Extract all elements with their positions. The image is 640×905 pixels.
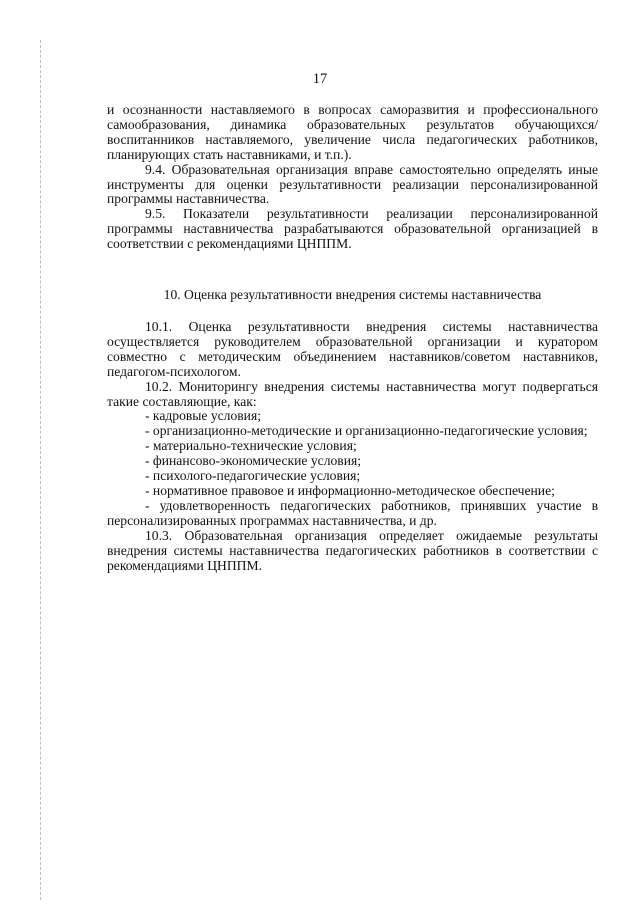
list-item: - материально-технические условия;	[145, 438, 357, 454]
list-item: - нормативное правовое и информационно-методическое обеспечение;	[145, 482, 555, 498]
paragraph-10-2: 10.2. Мониторингу внедрения системы наставничества могут подвергаться такие составляющие, как:	[107, 378, 598, 409]
paragraph-continuation: и осознанности наставляемого в вопросах саморазвития и профессионального самообразования, динамика образовательных результатов обучающихся/воспитанников наставляемого, увеличение числа педагогических работников, планирующих стать наставниками, и т.п.).	[107, 102, 598, 162]
paragraph-9-4: 9.4. Образовательная организация вправе самостоятельно определять иные инструменты для оценки результативности реализации персонализированной программы наставничества.	[107, 161, 598, 207]
list-item: - организационно-методические и организационно-педагогические условия;	[145, 423, 588, 439]
list-item: - кадровые условия;	[145, 408, 261, 424]
page-number: 17	[312, 71, 328, 87]
section-10-text	[107, 320, 598, 573]
list-item: - финансово-экономические условия;	[145, 453, 361, 469]
paragraph-10-3: 10.3. Образовательная организация определяет ожидаемые результаты внедрения системы наставничества педагогических работников в соответствии с рекомендациями ЦНППМ.	[107, 527, 598, 573]
list-item: - психолого-педагогические условия;	[145, 468, 361, 484]
paragraph-10-1: 10.1. Оценка результативности внедрения системы наставничества осуществляется руководителем образовательной организации и куратором совместно с методическим объединением наставников/советом наставников, педагогом-психологом.	[107, 319, 598, 379]
binding-margin-mark	[40, 40, 42, 900]
section-9-text	[107, 103, 598, 252]
section-10-heading: 10. Оценка результативности внедрения системы наставничества	[163, 287, 542, 302]
paragraph-9-5: 9.5. Показатели результативности реализации персонализированной программы наставничества разрабатываются образовательной организацией в соответствии с рекомендациями ЦНППМ.	[107, 206, 598, 252]
list-item: - удовлетворенность педагогических работников, принявших участие в персонализированных программах наставничества, и др.	[107, 497, 598, 528]
